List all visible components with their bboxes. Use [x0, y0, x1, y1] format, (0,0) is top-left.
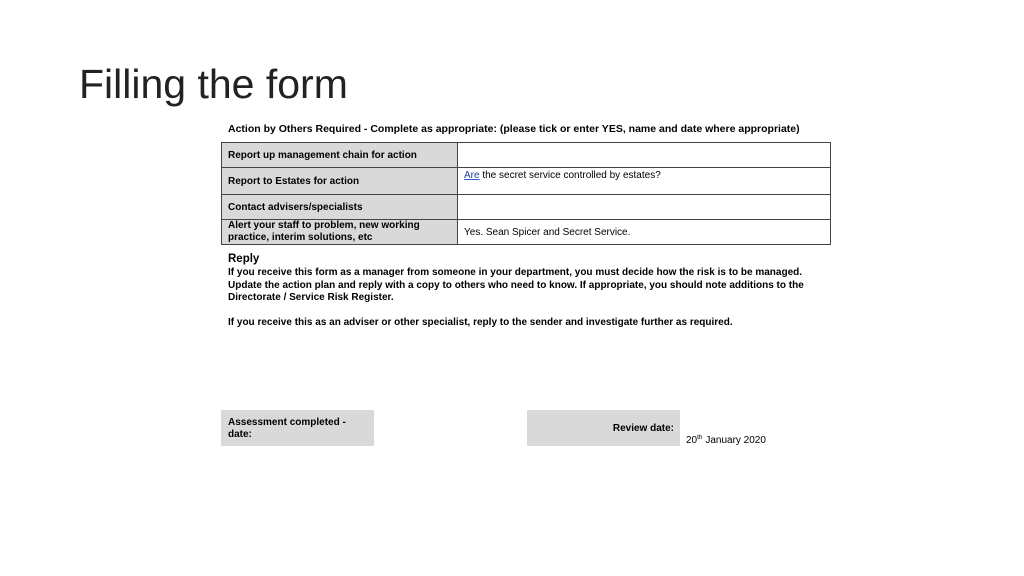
table-row [222, 195, 831, 220]
reply-title: Reply [228, 253, 260, 265]
row-label: Report to Estates for action [222, 168, 458, 195]
table-row [222, 143, 831, 168]
slide-title: Filling the form [79, 61, 348, 107]
reply-paragraph: If you receive this as an adviser or other specialist, reply to the sender and investigate further as required. [228, 316, 733, 328]
row-value-input[interactable] [458, 195, 831, 220]
row-label: Contact advisers/specialists [222, 195, 458, 220]
assessment-date-label: Assessment completed - date: [228, 417, 346, 440]
review-date-rest: January 2020 [702, 435, 766, 446]
assessment-date-label-box [221, 410, 374, 446]
table-row [222, 168, 831, 195]
row-value-input[interactable] [458, 168, 831, 195]
actions-table [221, 142, 831, 245]
form-heading: Action by Others Required - Complete as appropriate: (please tick or enter YES, name and date where appropriate) [228, 123, 800, 135]
row-value-input[interactable] [458, 143, 831, 168]
spellcheck-word: Are [464, 170, 480, 181]
review-date-suffix: th [697, 434, 703, 441]
row-value-input[interactable]: Yes. Sean Spicer and Secret Service. [458, 220, 831, 245]
review-date-label-box [527, 410, 680, 446]
row-label: Report up management chain for action [222, 143, 458, 168]
review-date-label: Review date: [612, 423, 674, 434]
review-date-value[interactable] [686, 435, 766, 446]
row-label: Alert your staff to problem, new working practice, interim solutions, etc [222, 220, 458, 245]
table-row [222, 220, 831, 245]
row-value-text: the secret service controlled by estates? [479, 170, 661, 181]
reply-section [228, 253, 838, 329]
review-date-day: 20 [686, 435, 698, 446]
reply-paragraph: If you receive this form as a manager from someone in your department, you must decide how the risk is to be managed. Update the action plan and reply with a copy to others who need to know. If appropriate, you should note additions to the Directorate / Service Risk Register. [228, 267, 804, 303]
